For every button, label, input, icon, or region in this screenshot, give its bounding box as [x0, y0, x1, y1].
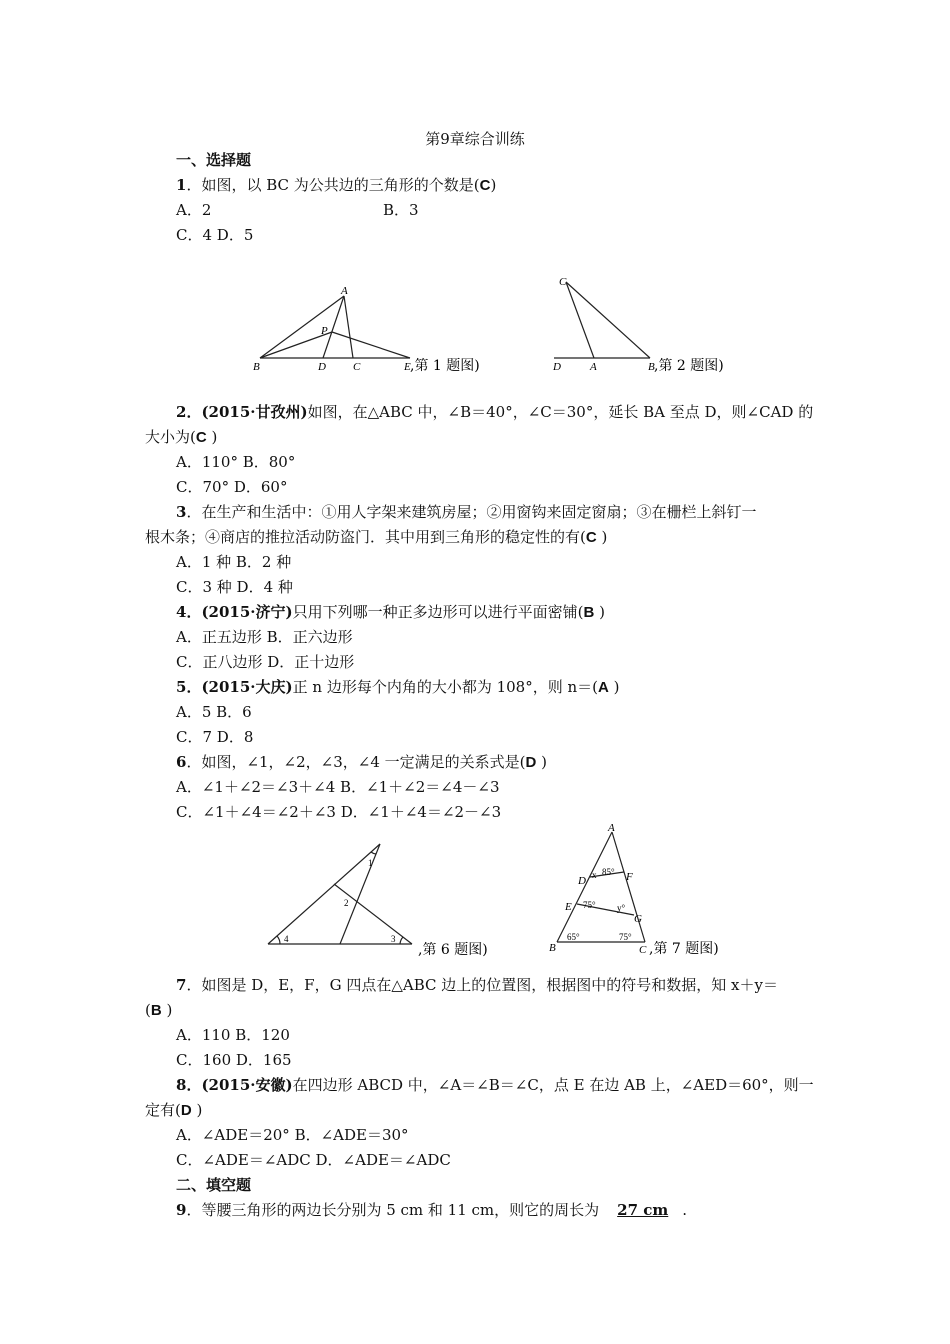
question-9: 9．等腰三角形的两边长分别为 5 cm 和 11 cm，则它的周长为 27 cm . — [176, 1201, 688, 1219]
page-title: 第9章综合训练 — [425, 130, 525, 148]
question-2: 2．(2015·甘孜州)如图，在△ABC 中，∠B＝40°，∠C＝30°，延长 BA 至点 D，则∠CAD 的 — [176, 403, 814, 421]
side-ab — [557, 832, 612, 942]
q1-options-cd: C．4 D．5 — [176, 226, 254, 244]
q1-option-a: A．2 — [176, 201, 212, 219]
q2-options-cd: C．70° D．60° — [176, 478, 288, 496]
answer: C — [585, 529, 597, 546]
q2-options-ab: A．110° B．80° — [176, 453, 296, 471]
label-d: D — [578, 875, 586, 887]
angle-3-label: 3 — [391, 934, 396, 944]
angle-75b-label: 75° — [619, 932, 632, 942]
answer: C — [479, 177, 491, 194]
figure-1 — [250, 284, 510, 380]
answer-blank: 27 cm — [617, 1201, 669, 1219]
q5-options-cd: C．7 D．8 — [176, 728, 254, 746]
section-fill: 二、填空题 — [176, 1176, 252, 1194]
q7-options-cd: C．160 D．165 — [176, 1051, 292, 1069]
label-d: D — [553, 361, 561, 373]
question-number: 1 — [176, 176, 187, 194]
answer: B — [150, 1002, 162, 1019]
line-ba — [260, 296, 344, 358]
label-f: F — [626, 871, 633, 883]
q5-options-ab: A．5 B．6 — [176, 703, 252, 721]
label-a: A — [608, 822, 615, 834]
figure-2 — [550, 272, 750, 380]
question-8: 8．(2015·安徽)在四边形 ABCD 中，∠A＝∠B＝∠C，点 E 在边 AB 上，∠AED＝60°，则一 — [176, 1076, 814, 1094]
arc-3 — [400, 937, 403, 944]
q3-options-cd: C．3 种 D．4 种 — [176, 578, 293, 596]
side-ac — [612, 832, 645, 942]
label-c: C — [639, 944, 647, 956]
arc-4 — [277, 936, 280, 944]
answer: B — [583, 604, 595, 621]
q1-option-b: B．3 — [383, 201, 419, 219]
answer: D — [525, 754, 537, 771]
figure-1-caption: ,第 1 题图) — [410, 358, 480, 374]
line-ca — [566, 282, 594, 358]
label-d: D — [318, 361, 326, 373]
line-cb — [566, 282, 650, 358]
question-stem: ．如图，以 BC 为公共边的三角形的个数是( — [186, 176, 480, 194]
q3-options-ab: A．1 种 B．2 种 — [176, 553, 292, 571]
figure-7-caption: ,第 7 题图) — [649, 941, 719, 957]
question-5: 5．(2015·大庆)正 n 边形每个内角的大小都为 108°，则 n＝(A ) — [176, 678, 620, 696]
label-b: B — [253, 361, 260, 373]
question-3-cont: 根木条；④商店的推拉活动防盗门．其中用到三角形的稳定性的有(C ) — [145, 528, 608, 546]
figure-2-caption: ,第 2 题图) — [654, 358, 724, 374]
q8-options-ab: A．∠ADE＝20° B．∠ADE＝30° — [176, 1126, 409, 1144]
question-3: 3．在生产和生活中：①用人字架来建筑房屋；②用窗钩来固定窗扇；③在栅栏上斜钉一 — [176, 503, 757, 521]
angle-75a-label: 75° — [583, 900, 596, 910]
figure-6-caption: ,第 6 题图) — [418, 942, 488, 958]
angle-x-label: x — [592, 870, 597, 880]
question-8-cont: 定有(D ) — [145, 1101, 203, 1119]
label-a: A — [341, 285, 348, 297]
arc-1 — [371, 852, 376, 854]
q4-options-cd: C．正八边形 D．正十边形 — [176, 653, 355, 671]
q7-options-ab: A．110 B．120 — [176, 1026, 290, 1044]
angle-65-label: 65° — [567, 932, 580, 942]
label-a: A — [590, 361, 597, 373]
answer: A — [598, 679, 609, 696]
question-1: 1．如图，以 BC 为公共边的三角形的个数是(C) — [176, 176, 497, 194]
q8-options-cd: C．∠ADE＝∠ADC D．∠ADE＝∠ADC — [176, 1151, 451, 1169]
angle-1-label: 1 — [368, 858, 373, 868]
label-e: E — [404, 361, 411, 373]
figure-6 — [262, 836, 512, 960]
q6-options-cd: C．∠1＋∠4＝∠2＋∠3 D．∠1＋∠4＝∠2－∠3 — [176, 803, 502, 821]
angle-85-label: 85° — [602, 867, 615, 877]
question-4: 4．(2015·济宁)只用下列哪一种正多边形可以进行平面密铺(B ) — [176, 603, 605, 621]
label-e: E — [565, 901, 572, 913]
question-7-cont: (B ) — [145, 1001, 173, 1019]
angle-4-label: 4 — [284, 934, 289, 944]
question-7: 7．如图是 D，E，F，G 四点在△ABC 边上的位置图，根据图中的符号和数据，知 x＋y＝ — [176, 976, 778, 994]
angle-y-label: y° — [617, 903, 626, 913]
question-2-cont: 大小为(C ) — [145, 428, 218, 446]
question-6: 6．如图，∠1，∠2，∠3，∠4 一定满足的关系式是(D ) — [176, 753, 547, 771]
answer: D — [180, 1102, 192, 1119]
label-c: C — [353, 361, 361, 373]
label-b: B — [648, 361, 655, 373]
label-p: P — [321, 325, 328, 337]
label-g: G — [634, 913, 642, 925]
answer: C — [195, 429, 207, 446]
line-left — [268, 844, 380, 944]
label-b: B — [549, 942, 556, 954]
line-pe — [332, 332, 410, 358]
section-choice: 一、选择题 — [176, 151, 252, 169]
figure-7 — [545, 822, 745, 962]
angle-2-label: 2 — [344, 898, 349, 908]
line-mid — [340, 844, 380, 944]
label-c: C — [559, 276, 567, 288]
line-cross — [334, 884, 412, 944]
q4-options-ab: A．正五边形 B．正六边形 — [176, 628, 353, 646]
q6-options-ab: A．∠1＋∠2＝∠3＋∠4 B．∠1＋∠2＝∠4－∠3 — [176, 778, 500, 796]
line-ac — [344, 296, 353, 358]
